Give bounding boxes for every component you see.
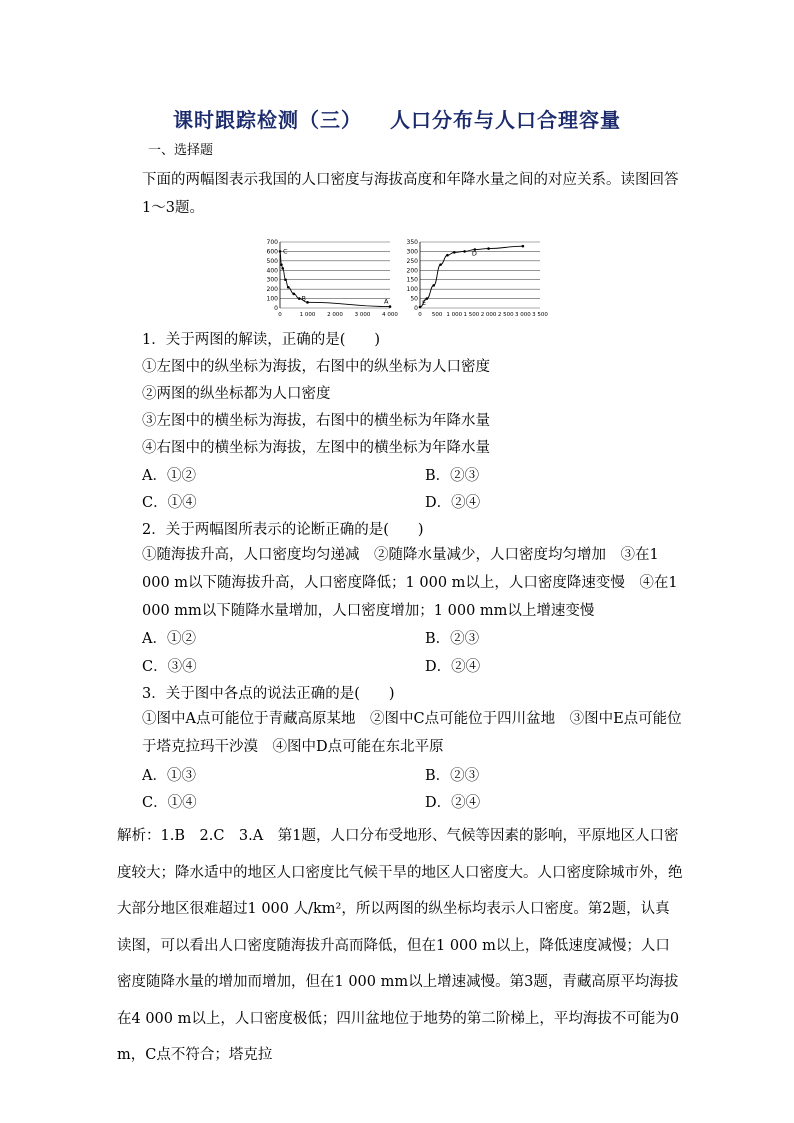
- y-tick-label: 0: [274, 305, 278, 312]
- question-2-option-a[interactable]: A．①②: [142, 631, 196, 647]
- y-tick-label: 400: [266, 267, 278, 275]
- x-tick-label: 2 500: [497, 312, 514, 318]
- data-point: [280, 263, 283, 266]
- x-tick-label: 3 500: [532, 312, 548, 318]
- question-3-body: ①图中A点可能位于青藏高原某地 ②图中C点可能位于四川盆地 ③图中E点可能位于塔克拉玛干沙漠 ④图中D点可能在东北平原: [142, 711, 682, 755]
- y-tick-label: 100: [266, 295, 278, 303]
- x-tick-label: 1 000: [299, 312, 316, 318]
- question-2-option-b[interactable]: B．②③: [425, 631, 480, 647]
- question-1-option-b[interactable]: B．②③: [425, 468, 480, 484]
- data-point: [287, 286, 290, 289]
- y-tick-label: 200: [406, 267, 418, 275]
- question-1-item: ③左图中的横坐标为海拔，右图中的横坐标为年降水量: [142, 413, 490, 429]
- question-1-item: ④右图中的横坐标为海拔，左图中的横坐标为年降水量: [142, 440, 490, 456]
- data-point: [298, 297, 301, 300]
- question-1-item: ①左图中的纵坐标为海拔，右图中的纵坐标为人口密度: [142, 359, 490, 375]
- x-tick-label: 1 500: [463, 312, 480, 318]
- data-point: [284, 278, 287, 281]
- data-point: [419, 306, 422, 309]
- data-point: [446, 254, 449, 257]
- point-label: D: [471, 249, 477, 258]
- x-tick-label: 500: [431, 312, 443, 318]
- question-2-stem: 2．关于两幅图所表示的论断正确的是( ): [142, 522, 424, 538]
- left-chart: [267, 239, 399, 318]
- charts-svg: [260, 238, 560, 322]
- data-point: [439, 263, 442, 266]
- data-point: [453, 251, 456, 254]
- x-tick-label: 0: [278, 312, 282, 318]
- y-tick-label: 500: [266, 257, 278, 265]
- point-label: B: [301, 294, 306, 303]
- title-part2: 人口分布与人口合理容量: [390, 108, 621, 132]
- y-tick-label: 700: [266, 239, 278, 246]
- question-1-option-a[interactable]: A．①②: [142, 468, 196, 484]
- question-1-item: ②两图的纵坐标都为人口密度: [142, 386, 331, 402]
- x-tick-label: 0: [418, 312, 422, 318]
- question-3-option-a[interactable]: A．①③: [142, 768, 196, 784]
- y-tick-label: 250: [406, 257, 418, 265]
- title-part1: 课时跟踪检测（三）: [173, 108, 362, 132]
- data-point: [281, 267, 284, 270]
- question-1-option-c[interactable]: C．①④: [142, 495, 197, 511]
- x-tick-label: 4 000: [382, 312, 398, 318]
- y-tick-label: 300: [406, 248, 418, 256]
- x-tick-label: 2 000: [480, 312, 497, 318]
- question-2-option-c[interactable]: C．③④: [142, 659, 197, 675]
- question-2-option-d[interactable]: D．②④: [425, 659, 481, 675]
- point-label: A: [384, 297, 389, 306]
- x-tick-label: 2 000: [327, 312, 343, 318]
- page-title: [0, 104, 794, 133]
- data-point: [306, 301, 309, 304]
- question-3-stem: 3．关于图中各点的说法正确的是( ): [142, 686, 395, 702]
- x-tick-label: 1 000: [446, 312, 463, 318]
- question-3-option-c[interactable]: C．①④: [142, 795, 197, 811]
- data-point: [522, 245, 525, 248]
- right-chart: [407, 239, 549, 318]
- question-2-body: ①随海拔升高，人口密度均匀递减 ②随降水量减少，人口密度均匀增加 ③在1 000 m以下随海拔升高，人口密度降低；1 000 m以上，人口密度降速变慢 ④在1 000 mm以下随降水量增加，人口密度增加；1 000 mm以上增速变慢: [142, 547, 678, 619]
- data-point: [279, 250, 282, 253]
- y-tick-label: 50: [410, 295, 418, 303]
- y-tick-label: 100: [406, 286, 418, 294]
- y-tick-label: 0: [414, 305, 418, 312]
- data-point: [389, 305, 392, 308]
- section-heading: 一、选择题: [148, 143, 214, 158]
- y-tick-label: 300: [266, 276, 278, 284]
- question-3-option-b[interactable]: B．②③: [425, 768, 480, 784]
- x-tick-label: 3 000: [514, 312, 531, 318]
- question-1-option-d[interactable]: D．②④: [425, 495, 481, 511]
- analysis-paragraph: 解析：1.B 2.C 3.A 第1题，人口分布受地形、气候等因素的影响，平原地区人口密度较大；降水适中的地区人口密度比气候干旱的地区人口密度大。人口密度除城市外，绝大部分地区很难超过1 000 人/km²，所以两图的纵坐标均表示人口密度。第2题，认真读图，可以看出人口密度随海拔升高而降低，但在1 000 m以上，降低速度减慢；人口密度随降水量的增加而增加，但在1 000 mm以上增速减慢。第3题，青藏高原平均海拔在4 000 m以上，人口密度极低；四川盆地位于地势的第二阶梯上，平均海拔不可能为0 m，C点不符合；塔克拉: [117, 828, 683, 1063]
- data-point: [432, 284, 435, 287]
- y-tick-label: 350: [406, 239, 418, 246]
- y-tick-label: 200: [266, 286, 278, 294]
- data-point: [463, 250, 466, 253]
- y-tick-label: 150: [406, 276, 418, 284]
- data-point: [487, 247, 490, 250]
- x-tick-label: 3 000: [354, 312, 371, 318]
- point-label: C: [283, 247, 288, 256]
- data-point: [292, 293, 295, 296]
- charts: [260, 238, 560, 322]
- point-label: E: [422, 299, 427, 308]
- question-1-stem: 1．关于两图的解读，正确的是( ): [142, 332, 381, 348]
- intro-paragraph: 下面的两幅图表示我国的人口密度与海拔高度和年降水量之间的对应关系。读图回答1～3题。: [142, 172, 679, 216]
- question-3-option-d[interactable]: D．②④: [425, 795, 481, 811]
- y-tick-label: 600: [266, 248, 278, 256]
